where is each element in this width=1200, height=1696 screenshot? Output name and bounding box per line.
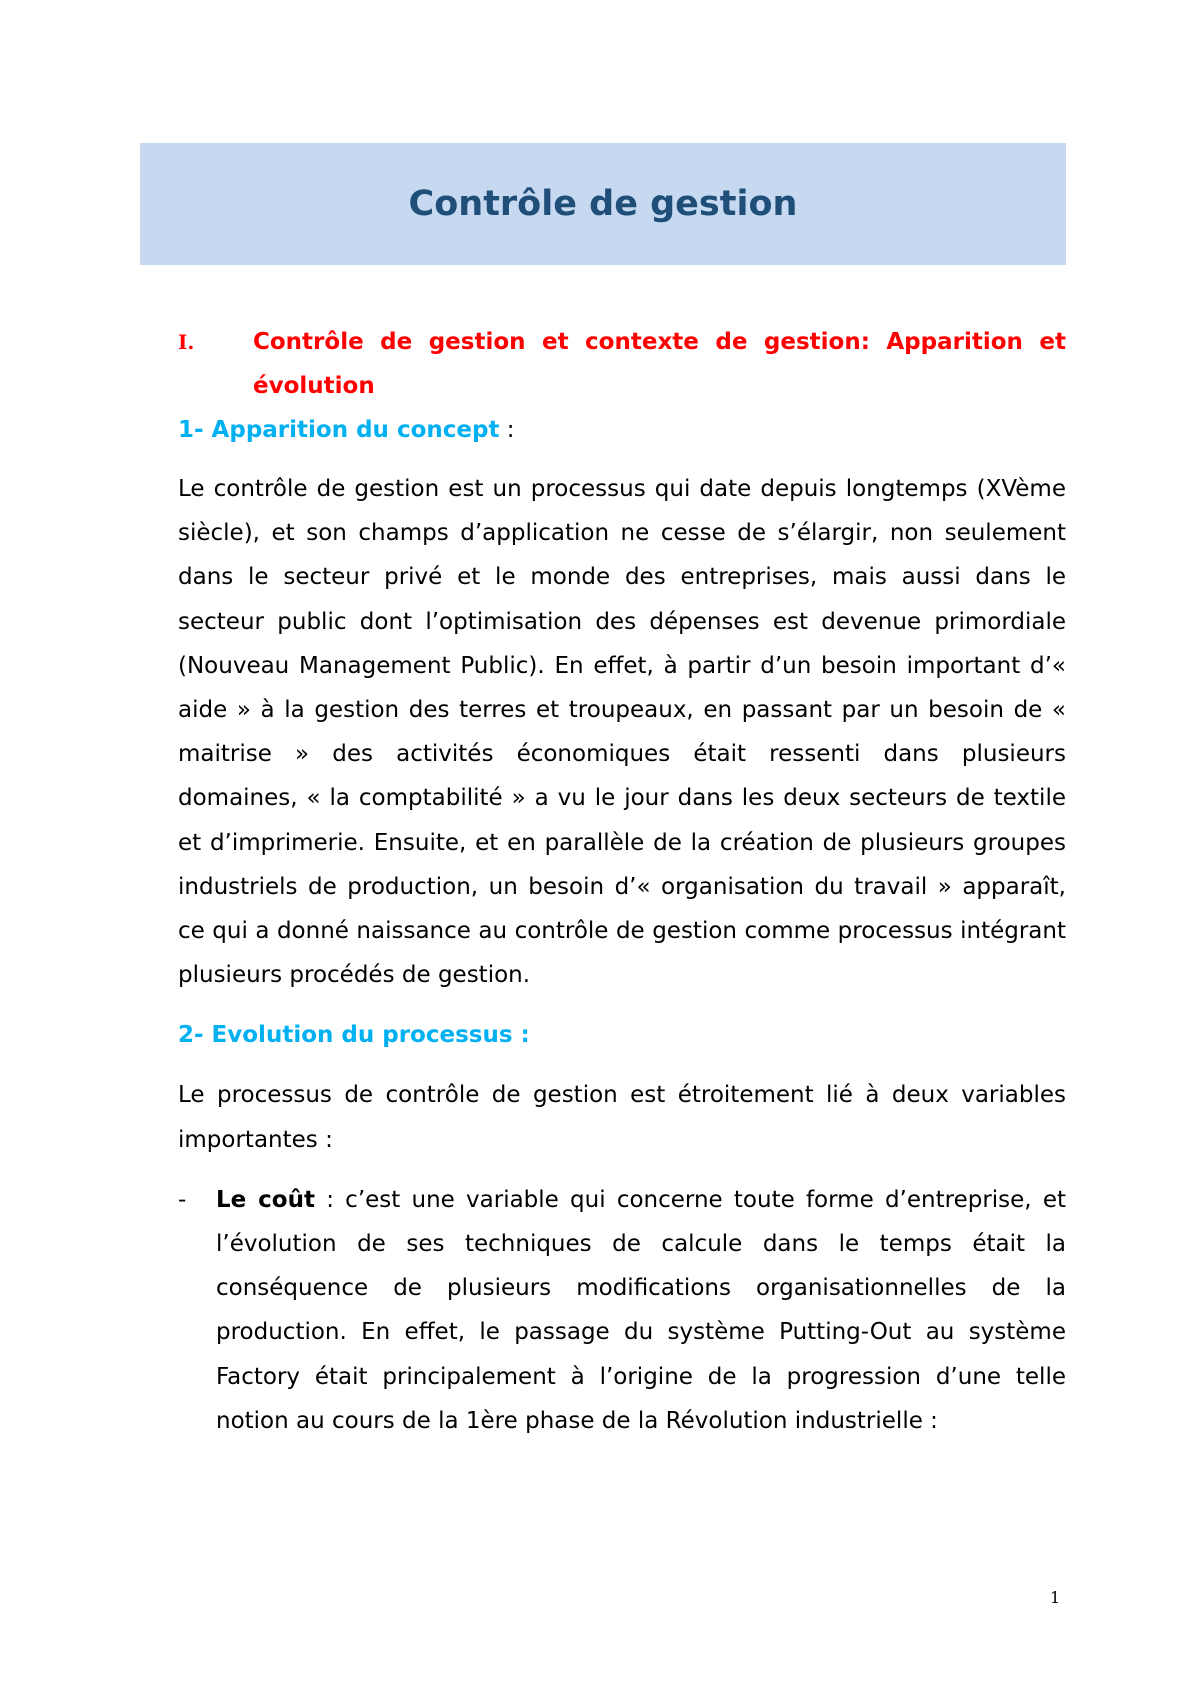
section-heading-text: Contrôle de gestion et contexte de gestion: Apparition et évolution xyxy=(253,329,1066,399)
subsection-heading-1 xyxy=(178,408,1066,452)
subsection-heading-1-colon: : xyxy=(499,417,515,443)
bullet-item-cout xyxy=(178,1178,1066,1443)
bullet-dash: - xyxy=(178,1186,187,1213)
title-banner xyxy=(140,143,1066,265)
document-body xyxy=(178,320,1066,1443)
subsection-heading-2: 2- Evolution du processus : xyxy=(178,1022,530,1049)
document-title: Contrôle de gestion xyxy=(408,184,798,224)
section-heading xyxy=(178,320,1066,408)
paragraph-evolution: Le processus de contrôle de gestion est étroitement lié à deux variables importantes : xyxy=(178,1082,1066,1153)
subsection-heading-1-text: 1- Apparition du concept xyxy=(178,417,500,443)
section-number: I. xyxy=(178,330,195,354)
page-number: 1 xyxy=(1050,1588,1061,1607)
bullet-text: : c’est une variable qui concerne toute forme d’entreprise, et l’évolution de ses techniques de calcule dans le temps était la conséquence de plusieurs modifications organisationnelles de la production. En effet, le passage du système Putting-Out au système Factory était principalement à l’origine de la progression d’une telle notion au cours de la 1ère phase de la Révolution industrielle : xyxy=(216,1186,1066,1434)
paragraph-apparition: Le contrôle de gestion est un processus qui date depuis longtemps (XVème siècle), et son champs d’application ne cesse de s’élargir, non seulement dans le secteur privé et le monde des entreprises, mais aussi dans le secteur public dont l’optimisation des dépenses est devenue primordiale (Nouveau Management Public). En effet, à partir d’un besoin important d’« aide » à la gestion des terres et troupeaux, en passant par un besoin de « maitrise » des activités économiques était ressenti dans plusieurs domaines, « la comptabilité » a vu le jour dans les deux secteurs de textile et d’imprimerie. Ensuite, et en parallèle de la création de plusieurs groupes industriels de production, un besoin d’« organisation du travail » apparaît, ce qui a donné naissance au contrôle de gestion comme processus intégrant plusieurs procédés de gestion. xyxy=(178,476,1066,989)
bullet-term: Le coût xyxy=(216,1186,315,1213)
